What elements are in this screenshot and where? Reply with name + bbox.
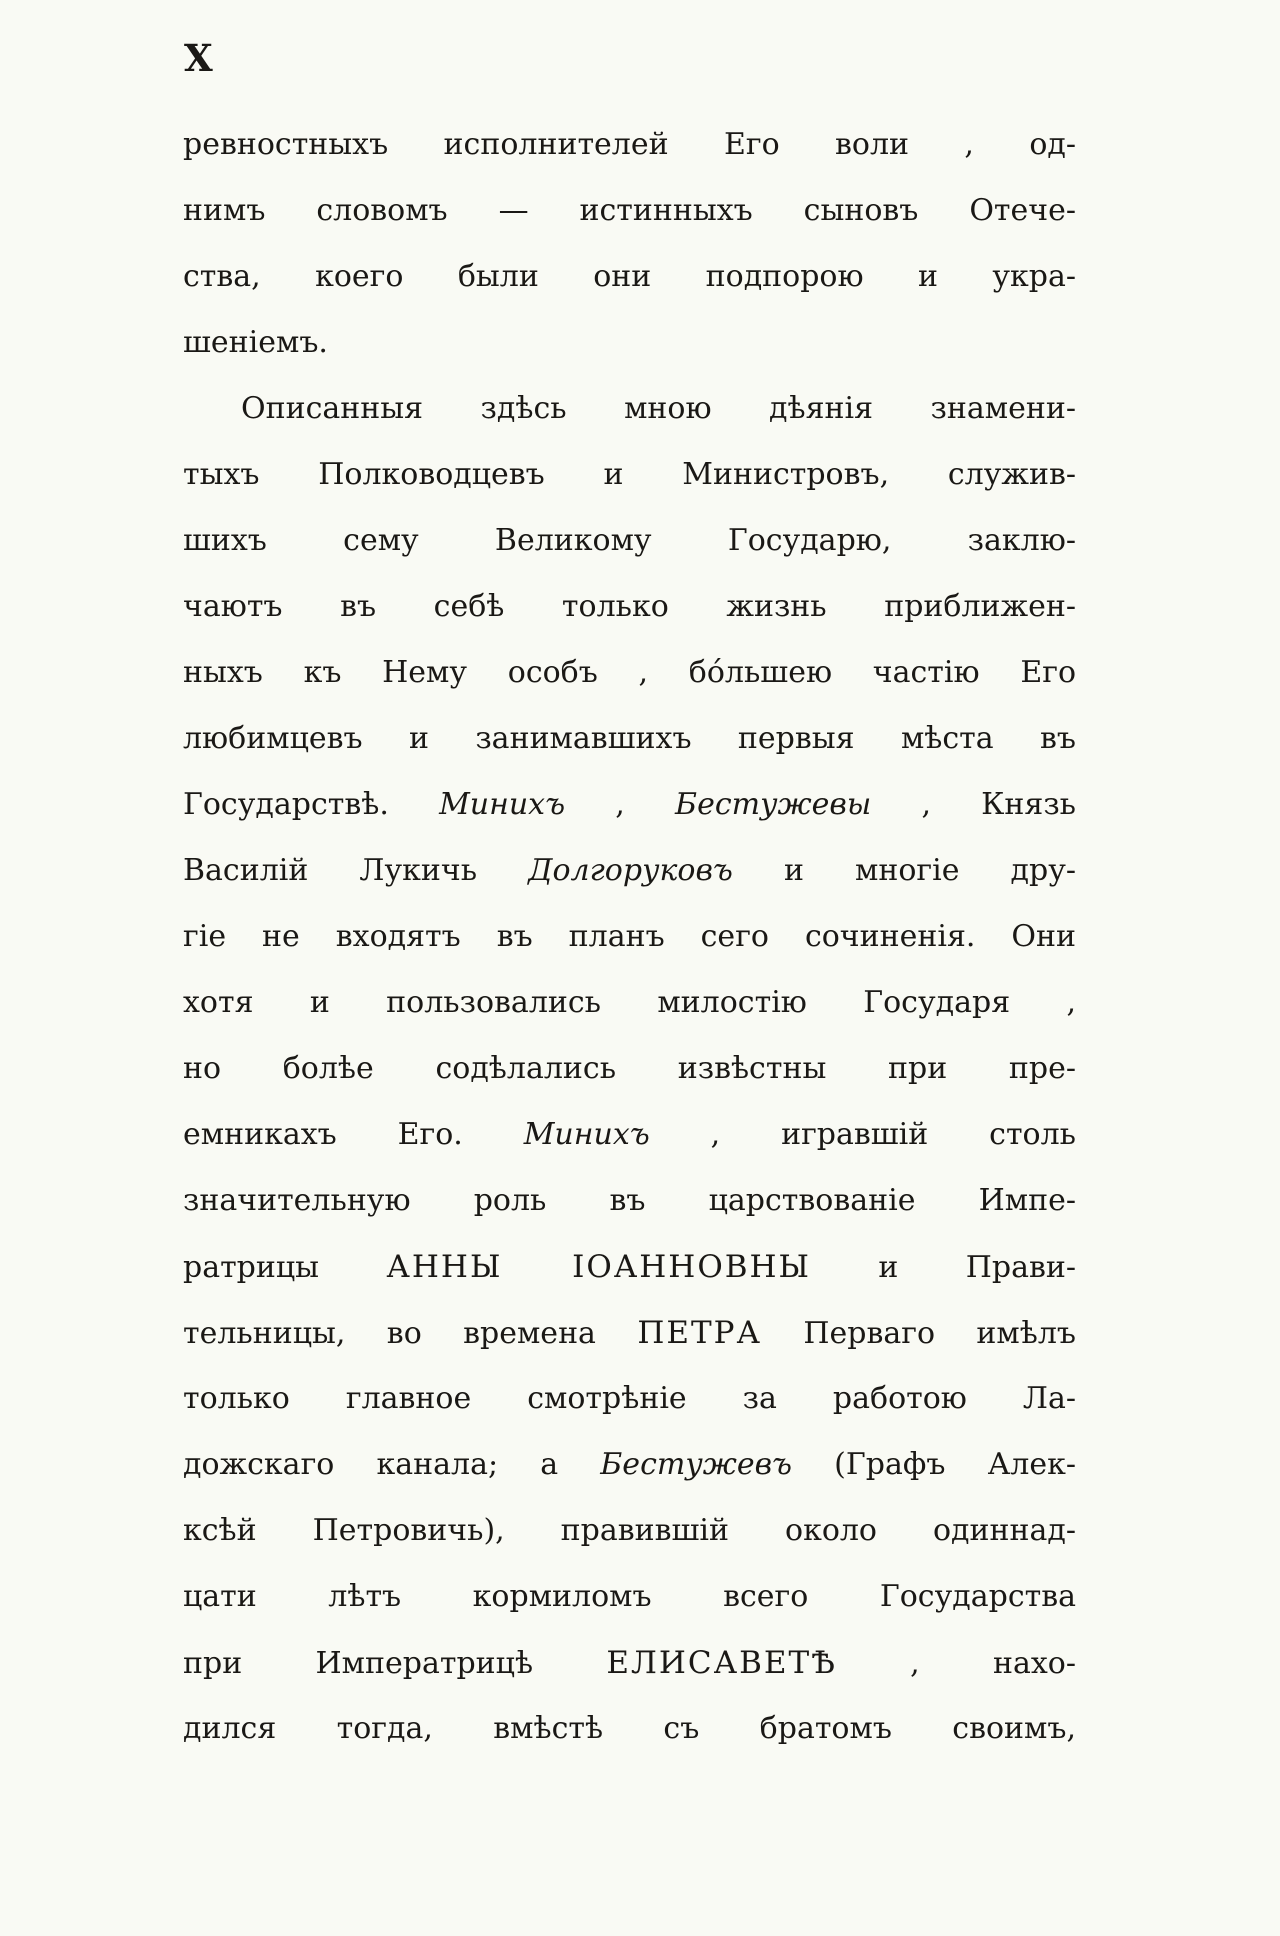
text-segment: , — [565, 787, 676, 822]
text-line — [183, 1234, 1076, 1300]
text-line — [183, 1696, 1076, 1762]
text-segment: хотя и пользовались милостію Государя , — [183, 985, 1076, 1020]
text-segment: , нахо- — [836, 1646, 1077, 1681]
text-segment: (Графъ Алек- — [792, 1447, 1076, 1482]
text-line — [183, 970, 1076, 1036]
text-segment: емникахъ Его. — [183, 1117, 524, 1152]
text-segment: нимъ словомъ — истинныхъ сыновъ Отече- — [183, 193, 1076, 228]
text-line — [183, 574, 1076, 640]
text-line — [183, 1300, 1076, 1366]
text-line — [183, 904, 1076, 970]
text-line — [183, 706, 1076, 772]
text-segment: и многіе дру- — [732, 853, 1077, 888]
proper-name-italic: Бестужевъ — [600, 1447, 793, 1482]
royal-name-caps: АННЫ ІОАННОВНЫ — [386, 1249, 812, 1285]
text-segment: дожскаго канала; а — [183, 1447, 601, 1482]
text-line — [183, 772, 1076, 838]
text-segment: любимцевъ и занимавшихъ первыя мѣста въ — [183, 721, 1076, 756]
text-segment: Василій Лукичь — [183, 853, 529, 888]
text-segment: чаютъ въ себѣ только жизнь приближен- — [183, 589, 1076, 624]
text-segment: ства, коего были они подпорою и укра- — [183, 259, 1076, 294]
text-segment: Перваго имѣлъ — [762, 1316, 1076, 1351]
text-segment: цати лѣтъ кормиломъ всего Государства — [183, 1579, 1076, 1614]
text-line — [183, 310, 1076, 376]
text-segment: ныхъ къ Нему особъ , бо́льшею частію Его — [183, 655, 1076, 690]
text-segment: тыхъ Полководцевъ и Министровъ, служив- — [183, 457, 1076, 492]
text-line — [183, 178, 1076, 244]
text-line — [183, 112, 1076, 178]
text-line — [183, 244, 1076, 310]
page-number: X — [184, 36, 214, 80]
text-line — [183, 442, 1076, 508]
text-line — [183, 376, 1076, 442]
text-segment: тельницы, во времена — [183, 1316, 638, 1351]
text-line — [183, 640, 1076, 706]
text-segment: Описанныя здѣсь мною дѣянія знамени- — [241, 391, 1076, 426]
text-line — [183, 1036, 1076, 1102]
proper-name-italic: Долгоруковъ — [528, 853, 733, 888]
text-segment: дился тогда, вмѣстѣ съ братомъ своимъ, — [183, 1711, 1076, 1746]
text-segment: ратрицы — [183, 1250, 387, 1285]
text-line — [183, 1366, 1076, 1432]
text-segment: но болѣе содѣлались извѣстны при пре- — [183, 1051, 1076, 1086]
proper-name-italic: Минихъ — [523, 1117, 650, 1152]
text-segment: , игравшій столь — [649, 1117, 1076, 1152]
text-segment: гіе не входятъ въ планъ сего сочиненія. Они — [183, 919, 1076, 954]
royal-name-caps: ЕЛИСАВЕТѢ — [606, 1645, 837, 1681]
text-segment: ксѣй Петровичь), правившій около одиннад- — [183, 1513, 1076, 1548]
text-line — [183, 1498, 1076, 1564]
text-line — [183, 1432, 1076, 1498]
text-line — [183, 1168, 1076, 1234]
text-line — [183, 1630, 1076, 1696]
page-text — [183, 112, 1076, 1762]
text-segment: значительную роль въ царствованіе Импе- — [183, 1183, 1076, 1218]
text-line — [183, 1102, 1076, 1168]
text-segment: при Императрицѣ — [183, 1646, 607, 1681]
text-segment: ревностныхъ исполнителей Его воли , од- — [183, 127, 1076, 162]
text-line — [183, 838, 1076, 904]
royal-name-caps: ПЕТРА — [637, 1315, 763, 1351]
proper-name-italic: Минихъ — [439, 787, 566, 822]
text-segment: Государствѣ. — [183, 787, 440, 822]
text-segment: шихъ сему Великому Государю, заклю- — [183, 523, 1076, 558]
text-segment: и Прави- — [811, 1250, 1076, 1285]
proper-name-italic: Бестужевы — [675, 787, 872, 822]
text-segment: , Князь — [871, 787, 1077, 822]
text-line — [183, 1564, 1076, 1630]
text-segment: только главное смотрѣніе за работою Ла- — [183, 1381, 1076, 1416]
text-line — [183, 508, 1076, 574]
text-segment: шеніемъ. — [183, 325, 328, 360]
